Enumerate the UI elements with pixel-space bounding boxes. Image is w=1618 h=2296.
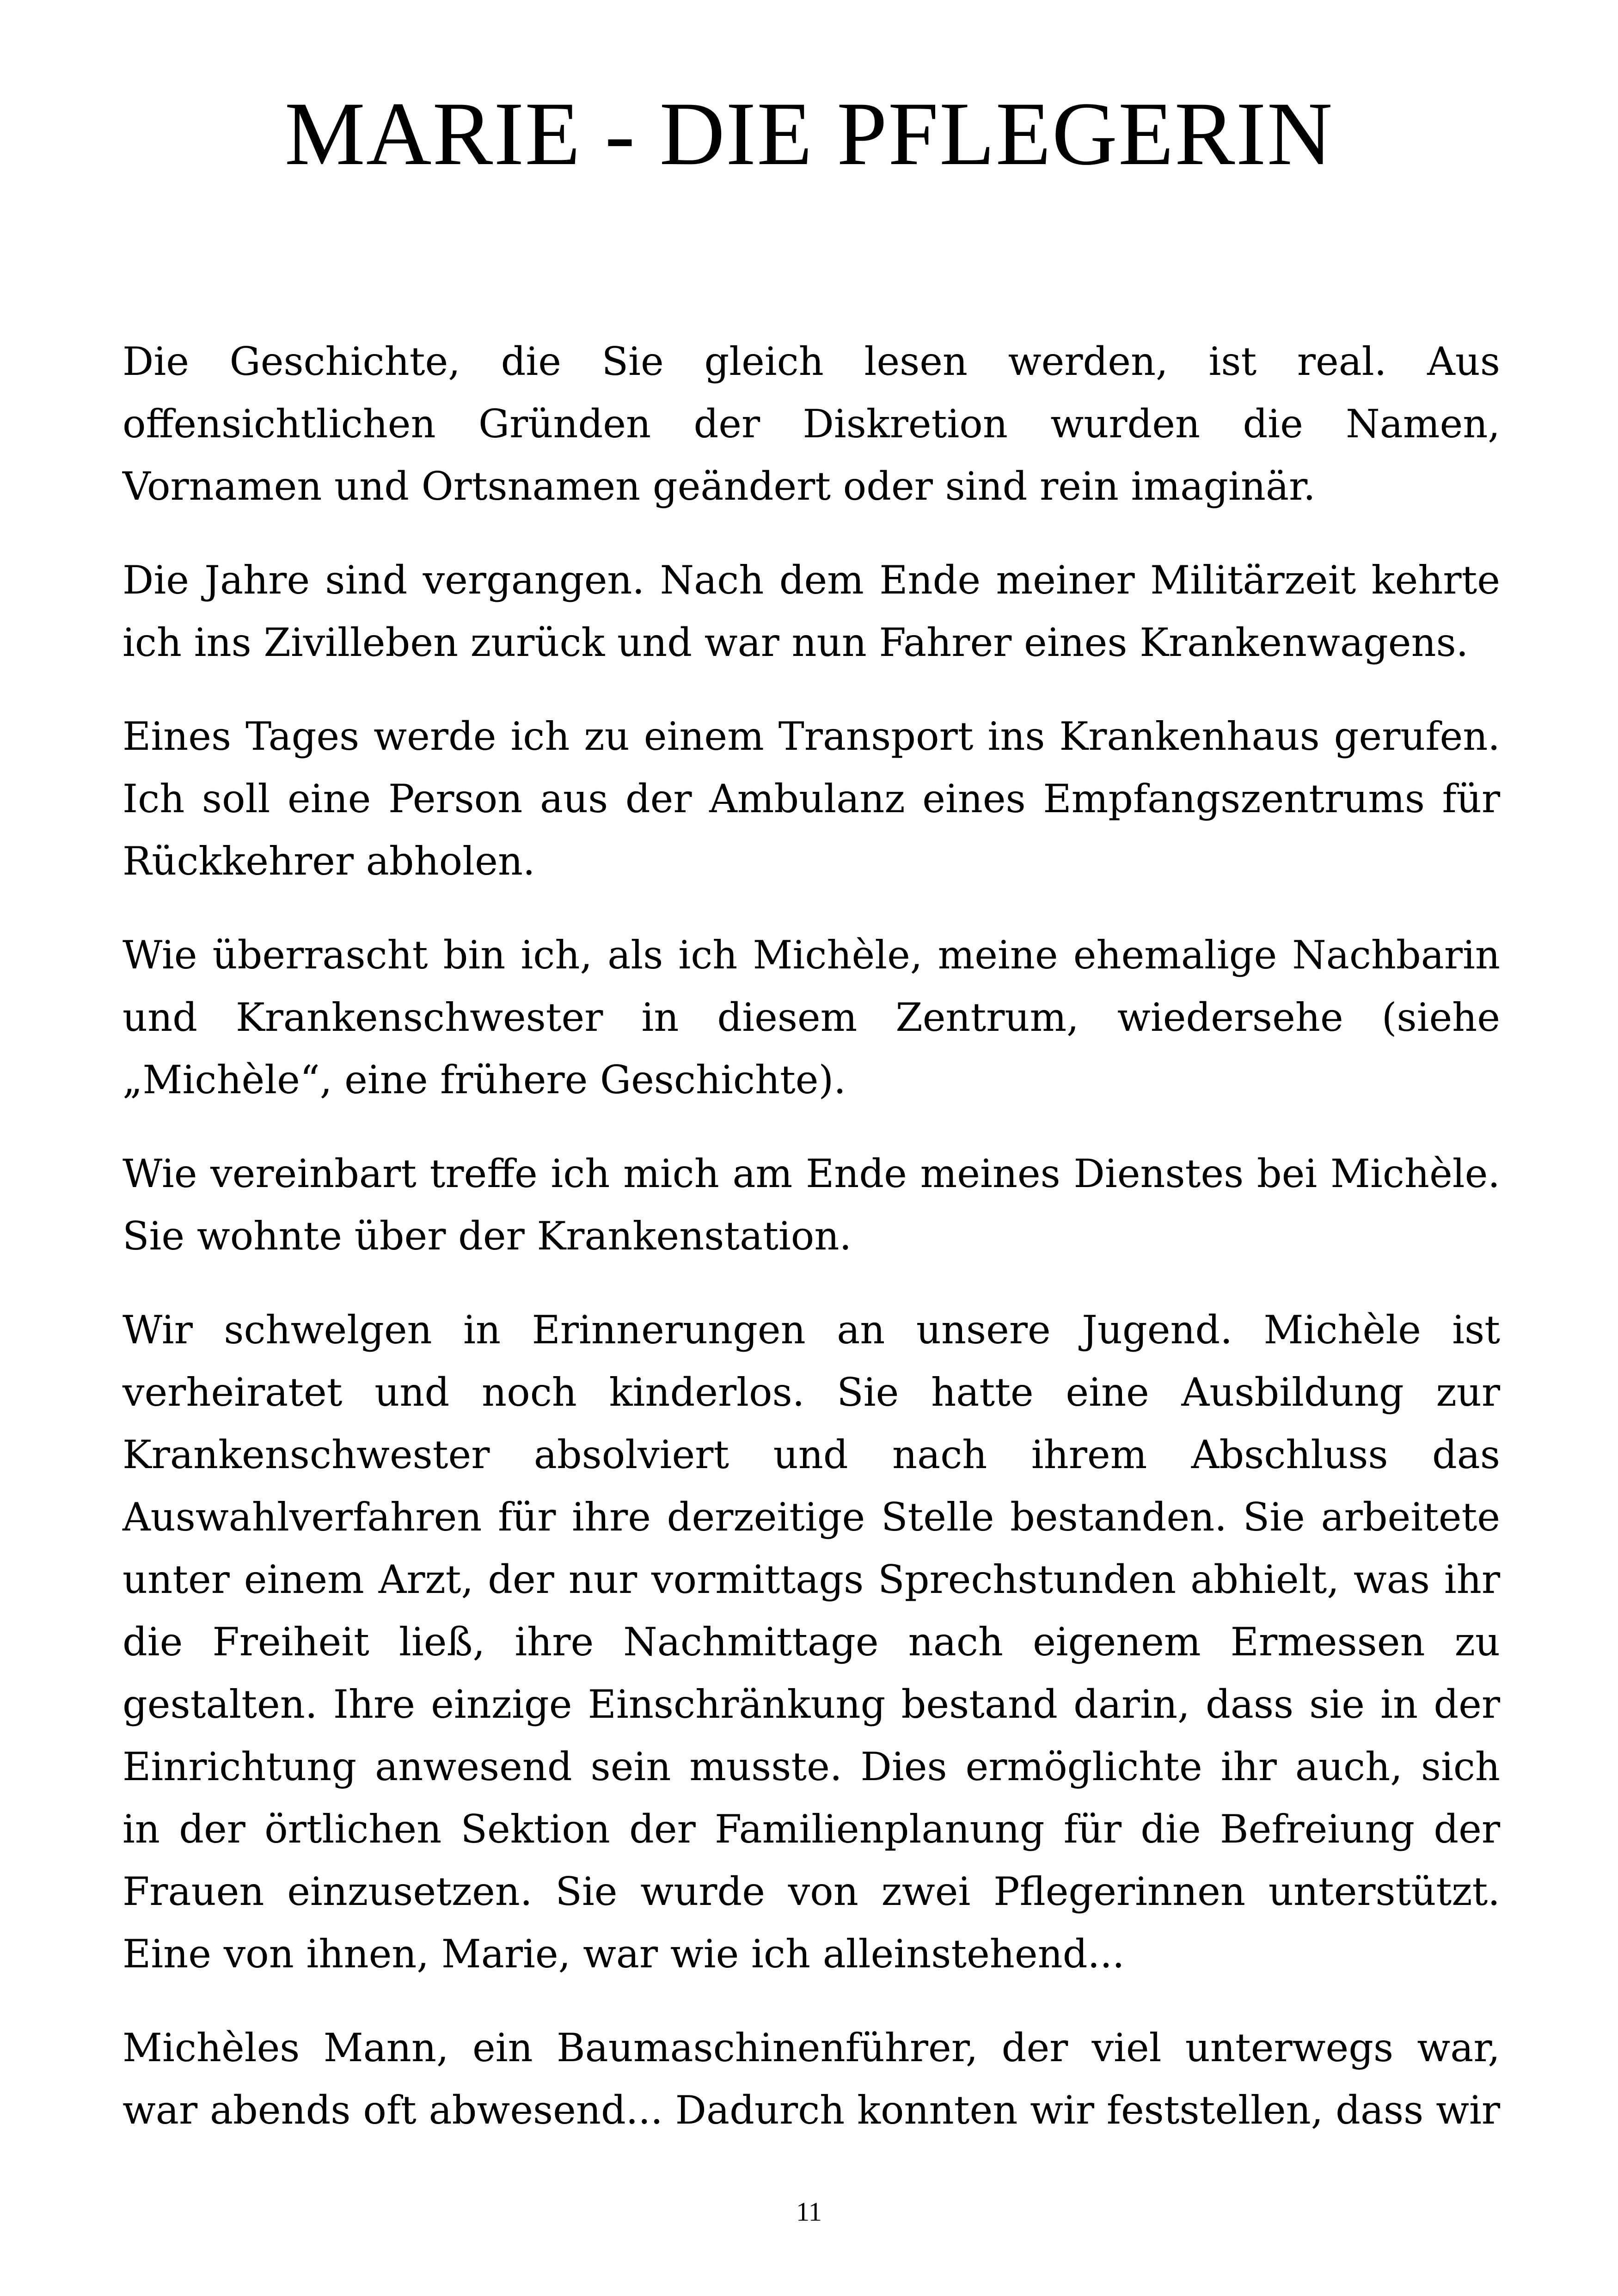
- paragraph-6: Wir schwelgen in Erinnerungen an unsere Jugend. Michèle ist verheiratet und noch kinderlos. Sie hatte eine Ausbildung zur Krankenschwester absolviert und nach ihrem Abschluss das Auswahlverfahren für ihre derzeitige Stelle bestanden. Sie arbeitete unter einem Arzt, der nur vormittags Sprechstunden abhielt, was ihr die Freiheit ließ, ihre Nachmittage nach eigenem Ermessen zu gestalten. Ihre einzige Einschränkung bestand darin, dass sie in der Einrichtung anwesend sein musste. Dies ermöglichte ihr auch, sich in der örtlichen Sektion der Familienplanung für die Befreiung der Frauen einzusetzen. Sie wurde von zwei Pflegerinnen unterstützt. Eine von ihnen, Marie, war wie ich alleinstehend...: [123, 1307, 1500, 1977]
- paragraph-1: Die Geschichte, die Sie gleich lesen werden, ist real. Aus offensichtlichen Gründen der Diskretion wurden die Namen, Vornamen und Ortsnamen geändert oder sind rein imaginär.: [123, 339, 1500, 509]
- paragraph-4: Wie überrascht bin ich, als ich Michèle, meine ehemalige Nachbarin und Krankenschwester in diesem Zentrum, wiedersehe (siehe „Michèle“, eine frühere Geschichte).: [123, 932, 1500, 1102]
- body-text: [123, 331, 1500, 2142]
- page-title: MARIE - DIE PFLEGERIN: [284, 84, 1334, 184]
- paragraph-3: Eines Tages werde ich zu einem Transport ins Krankenhaus gerufen. Ich soll eine Person aus der Ambulanz eines Empfangszentrums für Rückkehrer abholen.: [123, 714, 1500, 884]
- page-number: 11: [796, 2197, 822, 2227]
- paragraph-5: Wie vereinbart treffe ich mich am Ende meines Dienstes bei Michèle. Sie wohnte über der Krankenstation.: [123, 1151, 1500, 1259]
- paragraph-7: Michèles Mann, ein Baumaschinenführer, der viel unterwegs war, war abends oft abwesend... Dadurch konnten wir feststellen, dass wir: [123, 2025, 1500, 2133]
- paragraph-2: Die Jahre sind vergangen. Nach dem Ende meiner Militärzeit kehrte ich ins Zivilleben zurück und war nun Fahrer eines Krankenwagens.: [123, 557, 1500, 665]
